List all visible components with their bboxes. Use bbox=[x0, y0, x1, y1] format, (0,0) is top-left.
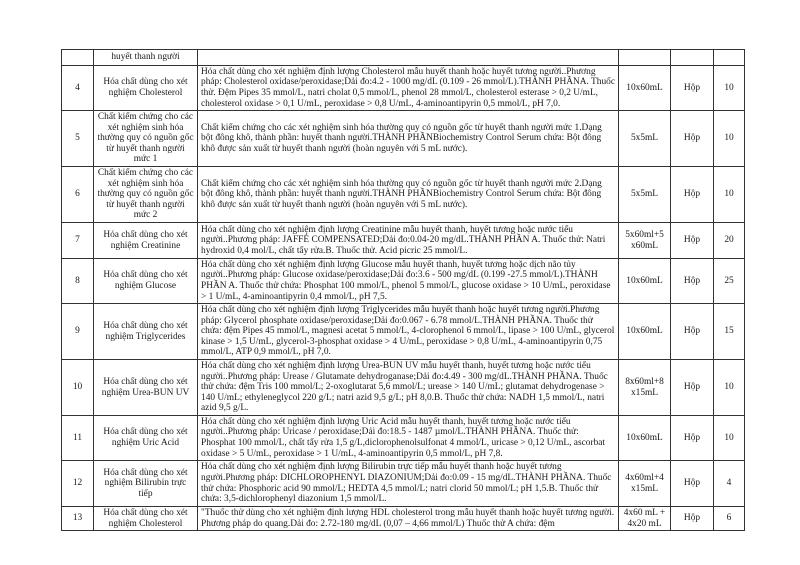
packaging: 4x60 mL + 4x20 mL bbox=[619, 507, 671, 531]
unit: Hộp bbox=[671, 304, 714, 360]
unit: Hộp bbox=[671, 223, 714, 259]
item-description: Hóa chất dùng cho xét nghiệm định lượng Glucose mẫu huyết thanh, huyết tương hoặc dịch não tủy người..Phương pháp: Glucose oxidase/peroxidase;Dải đo:3.6 - 500 mg/dL (0.199 -27.5 mmol/L).THÀNH PHẦN A. Thuốc thử chứa: Phosphat 100 mmol/L, phenol 5 mmol/L, glucose oxidase > 10 U/mL, peroxidase > 1 U/mL, 4-aminoantipyrin 0,4 mmol/L, pH 7,5. bbox=[198, 259, 619, 304]
quantity: 6 bbox=[714, 507, 745, 531]
item-description: Chất kiểm chứng cho các xét nghiệm sinh hóa thường quy có nguồn gốc từ huyết thanh người mức 2.Dạng bột đông khô, thành phần: huyết thanh người.THÀNH PHẦNBiochemistry Control Serum chứa: Bột đông khô được sản xuất từ huyết thanh người (hoàn nguyên với 5 mL nước). bbox=[198, 167, 619, 223]
unit: Hộp bbox=[671, 507, 714, 531]
row-number: 10 bbox=[62, 360, 94, 416]
unit: Hộp bbox=[671, 360, 714, 416]
item-description: Chất kiểm chứng cho các xét nghiệm sinh hóa thường quy có nguồn gốc từ huyết thanh người mức 1.Dạng bột đông khô, thành phần: huyết thanh người.THÀNH PHẦNBiochemistry Control Serum chứa: Bột đông khô được sản xuất từ huyết thanh người (hoàn nguyên với 5 mL nước). bbox=[198, 111, 619, 167]
quantity: 20 bbox=[714, 223, 745, 259]
table-row bbox=[62, 167, 745, 223]
item-name: Chất kiểm chứng cho các xét nghiệm sinh hóa thường quy có nguồn gốc từ huyết thanh người mức 2 bbox=[94, 167, 198, 223]
table-row bbox=[62, 416, 745, 461]
packaging: 10x60mL bbox=[619, 416, 671, 461]
item-description: "Thuốc thử dùng cho xét nghiệm định lượng HDL cholesterol trong mẫu huyết thanh hoặc huyết tương người. Phương pháp do quang.Dải đo: 2.72-180 mg/dL (0,07 – 4,66 mmol/L) Thuốc thử A chứa: đệm bbox=[198, 507, 619, 531]
unit bbox=[671, 50, 714, 66]
item-name: Hóa chất dùng cho xét nghiệm Uric Acid bbox=[94, 416, 198, 461]
item-name: Hóa chất dùng cho xét nghiệm Triglycerides bbox=[94, 304, 198, 360]
item-name: Hóa chất dùng cho xét nghiệm Bilirubin trực tiếp bbox=[94, 461, 198, 507]
row-number: 5 bbox=[62, 111, 94, 167]
table-row bbox=[62, 223, 745, 259]
row-number: 11 bbox=[62, 416, 94, 461]
item-name: Hóa chất dùng cho xét nghiệm Creatinine bbox=[94, 223, 198, 259]
quantity bbox=[714, 50, 745, 66]
quantity: 10 bbox=[714, 360, 745, 416]
packaging: 10x60mL bbox=[619, 66, 671, 111]
unit: Hộp bbox=[671, 259, 714, 304]
row-number: 13 bbox=[62, 507, 94, 531]
quantity: 10 bbox=[714, 167, 745, 223]
table-row bbox=[62, 50, 745, 66]
quantity: 15 bbox=[714, 304, 745, 360]
table-row bbox=[62, 461, 745, 507]
quantity: 10 bbox=[714, 111, 745, 167]
item-description: Hóa chất dùng cho xét nghiệm định lượng Creatinine mẫu huyết thanh, huyết tương hoặc nước tiểu người..Phương pháp: JAFFÉ COMPENSATED;Dải đo:0.04-20 mg/dL.THÀNH PHẦN A. Thuốc thử: Natri hydroxid 0,4 mol/L, chất tẩy rửa.B. Thuốc thử. Acid picric 25 mmol/L. bbox=[198, 223, 619, 259]
item-description: Hóa chất dùng cho xét nghiệm định lượng Uric Acid mẫu huyết thanh, huyết tương hoặc nước tiểu người..Phương pháp: Uricase / peroxidase;Dải đo:18.5 - 1487 µmol/L.THÀNH PHẦNA. Thuốc thử: Phosphat 100 mmol/L, chất tẩy rửa 1,5 g/L,diclorophenolsulfonat 4 mmol/L, uricase > 0,12 U/mL, ascorbat oxidase > 5 U/mL, peroxidase > 1 U/mL, 4-aminoantipyrin 0,5 mmol/L, pH 7,8. bbox=[198, 416, 619, 461]
table-row bbox=[62, 360, 745, 416]
packaging: 10x60mL bbox=[619, 304, 671, 360]
item-description: Hóa chất dùng cho xét nghiệm định lượng Bilirubin trực tiếp mẫu huyết thanh hoặc huyết tương người.Phương pháp: DICHLOROPHENYL DIAZONIUM;Dải đo:0.09 - 15 mg/dL.THÀNH PHẦNA. Thuốc thử chứa: Phosphoric acid 90 mmol/L; HEDTA 4,5 mmol/L; natri clorid 50 mmol/L; pH 1,5.B. Thuốc thử chứa: 3,5-dichlorophenyl diazonium 1,5 mmol/L. bbox=[198, 461, 619, 507]
quantity: 10 bbox=[714, 416, 745, 461]
item-name: huyết thanh người bbox=[94, 50, 198, 66]
quantity: 4 bbox=[714, 461, 745, 507]
item-name: Hóa chất dùng cho xét nghiệm Cholesterol bbox=[94, 507, 198, 531]
spec-table bbox=[61, 49, 745, 531]
table-row bbox=[62, 111, 745, 167]
unit: Hộp bbox=[671, 461, 714, 507]
item-name: Chất kiểm chứng cho các xét nghiệm sinh hóa thường quy có nguồn gốc từ huyết thanh người mức 1 bbox=[94, 111, 198, 167]
item-name: Hóa chất dùng cho xét nghiệm Urea-BUN UV bbox=[94, 360, 198, 416]
item-name: Hóa chất dùng cho xét nghiệm Glucose bbox=[94, 259, 198, 304]
quantity: 25 bbox=[714, 259, 745, 304]
row-number: 12 bbox=[62, 461, 94, 507]
table-row bbox=[62, 507, 745, 531]
unit: Hộp bbox=[671, 66, 714, 111]
table-row bbox=[62, 259, 745, 304]
row-number: 7 bbox=[62, 223, 94, 259]
packaging: 5x5mL bbox=[619, 167, 671, 223]
row-number: 8 bbox=[62, 259, 94, 304]
item-description bbox=[198, 50, 619, 66]
packaging: 8x60ml+8 x15mL bbox=[619, 360, 671, 416]
packaging: 5x60ml+5 x60mL bbox=[619, 223, 671, 259]
unit: Hộp bbox=[671, 111, 714, 167]
packaging: 4x60ml+4 x15mL bbox=[619, 461, 671, 507]
item-description: Hóa chất dùng cho xét nghiệm định lượng Cholesterol mẫu huyết thanh hoặc huyết tương người..Phương pháp: Cholesterol oxidase/peroxidase;Dải đo:4.2 - 1000 mg/dL (0.109 - 26 mmol/L).THÀNH PHẦNA. Thuốc thử. Đệm Pipes 35 mmol/L, natri cholat 0,5 mmol/L, phenol 28 mmol/L, cholesterol esterase > 0,2 U/mL, cholesterol oxidase > 0,1 U/mL, peroxidase > 0,8 U/mL, 4-aminoantipyrin 0,5 mmol/L, pH 7,0. bbox=[198, 66, 619, 111]
table-row bbox=[62, 66, 745, 111]
row-number bbox=[62, 50, 94, 66]
quantity: 10 bbox=[714, 66, 745, 111]
item-name: Hóa chất dùng cho xét nghiệm Cholesterol bbox=[94, 66, 198, 111]
item-description: Hóa chất dùng cho xét nghiệm định lượng Urea-BUN UV mẫu huyết thanh, huyết tương hoặc nước tiểu người..Phương pháp: Urease / Glutamate dehydroganase;Dải đo:4.49 - 300 mg/dL.THÀNH PHẦNA. Thuốc thử chứa: đệm Tris 100 mmol/L; 2-oxoglutarat 5,6 mmol/L; urease > 140 U/mL; glutamat dehydrogenase > 140 U/mL; ethyleneglycol 220 g/L; natri azid 9,5 g/L; pH 8,0.B. Thuốc thử chứa: NADH 1,5 mmol/L, natri azid 9,5 g/L. bbox=[198, 360, 619, 416]
packaging bbox=[619, 50, 671, 66]
row-number: 4 bbox=[62, 66, 94, 111]
packaging: 5x5mL bbox=[619, 111, 671, 167]
row-number: 9 bbox=[62, 304, 94, 360]
unit: Hộp bbox=[671, 416, 714, 461]
unit: Hộp bbox=[671, 167, 714, 223]
item-description: Hóa chất dùng cho xét nghiệm định lượng Triglycerides mẫu huyết thanh hoặc huyết tương người.Phương pháp: Glycerol phosphate oxidase/peroxidase;Dải đo:0.067 - 6.78 mmol/L.THÀNH PHẦNA. Thuốc thử chứa: đệm Pipes 45 mmol/L, magnesi acetat 5 mmol/L, 4-clorophenol 6 mmol/L, lipase > 100 U/mL, glycerol kinase > 1,5 U/mL, glycerol-3-phosphat oxidase > 4 U/mL, peroxidase > 0,8 U/mL, 4-aminoantipyrin 0,75 mmol/L, ATP 0,9 mmol/L, pH 7,0. bbox=[198, 304, 619, 360]
packaging: 10x60mL bbox=[619, 259, 671, 304]
row-number: 6 bbox=[62, 167, 94, 223]
table-row bbox=[62, 304, 745, 360]
